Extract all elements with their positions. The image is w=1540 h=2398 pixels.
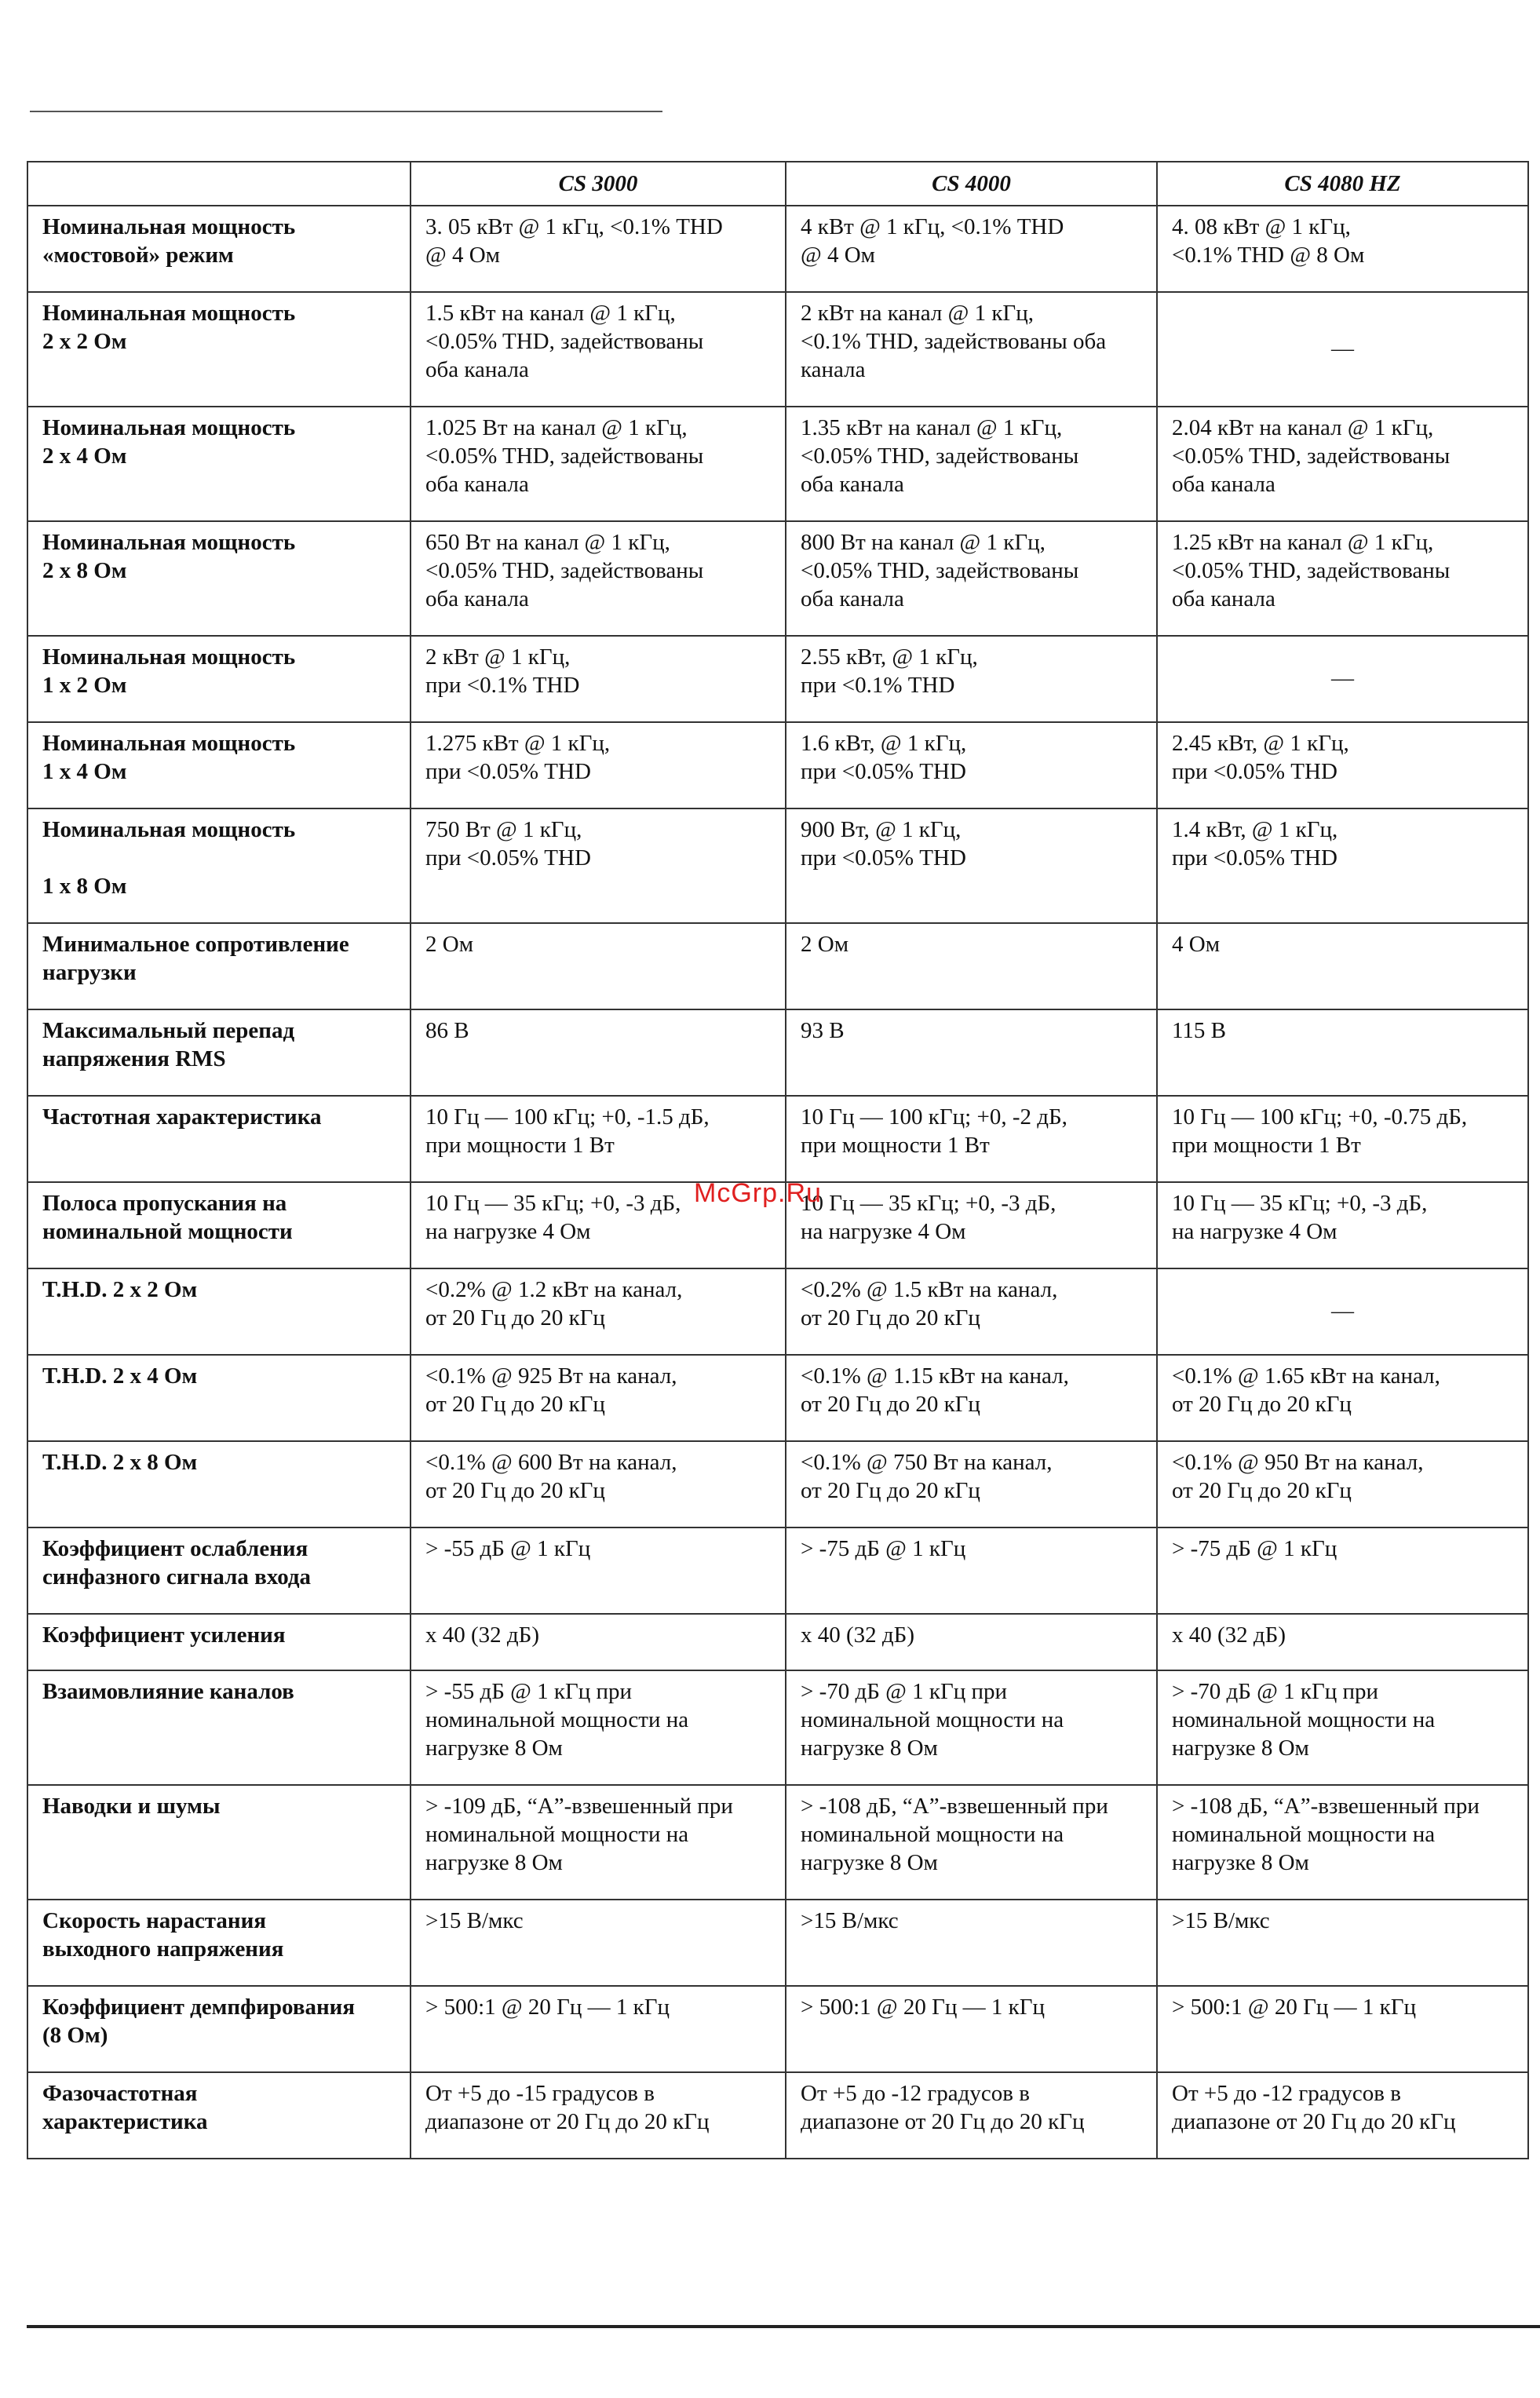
cs4080-cell [1157,1268,1528,1355]
cs4080-cell [1157,923,1528,1009]
cs4000-cell [786,1009,1157,1096]
cell-line: 1.5 кВт на канал @ 1 кГц, [425,301,676,326]
cs4000-cell [786,1268,1157,1355]
cs4080-cell [1157,1009,1528,1096]
cell-line: при мощности 1 Вт [425,1133,615,1158]
cell-line: от 20 Гц до 20 кГц [425,1478,605,1503]
cell-line: <0.1% @ 925 Вт на канал, [425,1363,677,1389]
param-cell [27,1355,411,1441]
cell-line: Номинальная мощность [42,301,296,326]
cell-line: Скорость нарастания [42,1908,267,1933]
cs4000-cell [786,1670,1157,1785]
cell-line: канала [801,357,866,382]
cs4080-cell [1157,1900,1528,1986]
cell-line: — [1331,336,1354,361]
cell-line: 10 Гц — 100 кГц; +0, -2 дБ, [801,1104,1067,1130]
cell-line: 115 В [1172,1018,1227,1043]
cell-line: на нагрузке 4 Ом [801,1219,966,1244]
cell-line: T.H.D. 2 x 8 Ом [42,1450,198,1475]
cell-line: 10 Гц — 100 кГц; +0, -0.75 дБ, [1172,1104,1468,1130]
cell-line: — [1331,1298,1354,1323]
cell-line: 1.025 Вт на канал @ 1 кГц, [425,415,688,440]
cs3000-cell [411,722,786,808]
cell-line: <0.2% @ 1.2 кВт на канал, [425,1277,683,1302]
cell-line: номинальной мощности на [1172,1822,1436,1847]
param-cell [27,1096,411,1182]
cell-line: 2 кВт @ 1 кГц, [425,644,571,670]
cell-line: > -55 дБ @ 1 кГц [425,1536,591,1561]
param-cell [27,808,411,923]
cell-line: <0.1% @ 750 Вт на канал, [801,1450,1053,1475]
cell-line: 2 x 8 Ом [42,558,127,583]
cs4080-cell [1157,407,1528,521]
cell-line: нагрузке 8 Ом [801,1736,938,1761]
param-cell [27,1670,411,1785]
cs3000-cell [411,1009,786,1096]
cs4000-cell [786,1096,1157,1182]
cs3000-cell [411,1986,786,2072]
cell-line: Полоса пропускания на [42,1191,287,1216]
cell-line: при <0.05% THD [801,845,966,871]
cell-line: 800 Вт на канал @ 1 кГц, [801,530,1046,555]
cell-line: Взаимовлияние каналов [42,1679,294,1704]
cell-line: x 40 (32 дБ) [425,1622,539,1648]
cell-line: 2.55 кВт, @ 1 кГц, [801,644,978,670]
cs4080-cell [1157,636,1528,722]
cell-line: Максимальный перепад [42,1018,295,1043]
param-cell [27,1785,411,1900]
cs3000-cell [411,1355,786,1441]
cs3000-cell [411,1785,786,1900]
cell-line: 1 x 8 Ом [42,874,127,899]
cell-line: 4 кВт @ 1 кГц, <0.1% THD [801,214,1064,239]
table-row [27,1268,1528,1355]
cell-line: 4 Ом [1172,932,1221,957]
cell-line: Номинальная мощность [42,214,296,239]
header-cs4080: CS 4080 HZ [1157,162,1528,206]
param-cell [27,407,411,521]
cs4080-cell [1157,1670,1528,1785]
cell-line: Номинальная мощность [42,731,296,756]
cs4000-cell [786,292,1157,407]
table-row [27,521,1528,636]
cs4000-cell [786,1900,1157,1986]
cell-line: напряжения RMS [42,1046,226,1071]
table-row [27,206,1528,292]
cell-line: От +5 до -15 градусов в [425,2081,655,2106]
cell-line: оба канала [801,586,904,611]
cell-line: Минимальное сопротивление [42,932,349,957]
cell-line: номинальной мощности на [801,1707,1064,1732]
cell-line: Номинальная мощность [42,530,296,555]
table-row [27,1355,1528,1441]
cell-line: > -70 дБ @ 1 кГц при [1172,1679,1379,1704]
cell-line: <0.1% THD, задействованы оба [801,329,1107,354]
cell-line: 2 кВт на канал @ 1 кГц, [801,301,1034,326]
cell-line: 10 Гц — 100 кГц; +0, -1.5 дБ, [425,1104,710,1130]
header-cs3000: CS 3000 [411,162,786,206]
cell-line: выходного напряжения [42,1936,284,1962]
cs3000-cell [411,1900,786,1986]
cell-line: оба канала [425,472,529,497]
cell-line: > 500:1 @ 20 Гц — 1 кГц [425,1995,670,2020]
cs3000-cell [411,1096,786,1182]
param-cell [27,1614,411,1670]
cs4080-cell [1157,1527,1528,1614]
table-row [27,1441,1528,1527]
cell-line: <0.1% @ 950 Вт на канал, [1172,1450,1424,1475]
cell-line: 1.275 кВт @ 1 кГц, [425,731,611,756]
watermark: McGrp.Ru [694,1178,822,1208]
cell-line: 10 Гц — 35 кГц; +0, -3 дБ, [801,1191,1056,1216]
cell-line: номинальной мощности на [425,1822,689,1847]
cs4000-cell [786,1355,1157,1441]
cell-line: Номинальная мощность [42,415,296,440]
cell-line: 93 В [801,1018,845,1043]
table-row [27,1096,1528,1182]
cs4080-cell [1157,808,1528,923]
cell-line: 1 x 4 Ом [42,759,127,784]
param-cell [27,1441,411,1527]
cell-line: при <0.05% THD [425,845,591,871]
table-row [27,1900,1528,1986]
cs3000-cell [411,923,786,1009]
cell-line: синфазного сигнала входа [42,1564,312,1590]
cell-line: 2.45 кВт, @ 1 кГц, [1172,731,1349,756]
cell-line: > -108 дБ, “А”-взвешенный при [801,1794,1108,1819]
cell-line: 10 Гц — 35 кГц; +0, -3 дБ, [425,1191,681,1216]
cell-line: 650 Вт на канал @ 1 кГц, [425,530,670,555]
cs4080-cell [1157,1355,1528,1441]
cs4000-cell [786,1527,1157,1614]
cell-line: при <0.05% THD [425,759,591,784]
cell-line: при <0.1% THD [425,673,580,698]
cell-line: <0.1% @ 1.65 кВт на канал, [1172,1363,1440,1389]
table-row [27,1009,1528,1096]
cell-line: нагрузке 8 Ом [801,1850,938,1875]
top-rule [30,111,662,112]
cell-line: оба канала [425,586,529,611]
table-row [27,1614,1528,1670]
table-row [27,636,1528,722]
cell-line: 10 Гц — 35 кГц; +0, -3 дБ, [1172,1191,1428,1216]
cs3000-cell [411,1441,786,1527]
cell-line: 3. 05 кВт @ 1 кГц, <0.1% THD [425,214,723,239]
cell-line: номинальной мощности на [801,1822,1064,1847]
cell-line: при мощности 1 Вт [801,1133,990,1158]
cs3000-cell [411,292,786,407]
cell-line: оба канала [425,357,529,382]
cell-line: <0.05% THD, задействованы [425,443,704,469]
cell-line: >15 В/мкс [1172,1908,1270,1933]
cell-line: 2 x 2 Ом [42,329,127,354]
cs4080-cell [1157,1441,1528,1527]
cs4000-cell [786,2072,1157,2159]
cell-line: x 40 (32 дБ) [801,1622,914,1648]
cs3000-cell [411,1614,786,1670]
cs3000-cell [411,407,786,521]
header-empty [27,162,411,206]
cell-line: @ 4 Ом [801,243,876,268]
cell-line: @ 4 Ом [425,243,501,268]
cell-line: от 20 Гц до 20 кГц [801,1305,980,1330]
header-cs4000: CS 4000 [786,162,1157,206]
cell-line: 900 Вт, @ 1 кГц, [801,817,962,842]
cs3000-cell [411,1670,786,1785]
cs3000-cell [411,808,786,923]
param-cell [27,1900,411,1986]
param-cell [27,923,411,1009]
cs4000-cell [786,1785,1157,1900]
table-row [27,1527,1528,1614]
cell-line: от 20 Гц до 20 кГц [425,1305,605,1330]
cell-line: > 500:1 @ 20 Гц — 1 кГц [1172,1995,1417,2020]
cs4000-cell [786,407,1157,521]
cell-line: диапазоне от 20 Гц до 20 кГц [425,2109,710,2134]
cell-line: от 20 Гц до 20 кГц [1172,1392,1352,1417]
cell-line: Частотная характеристика [42,1104,322,1130]
cell-line: при мощности 1 Вт [1172,1133,1361,1158]
cs4000-cell [786,206,1157,292]
cell-line [42,844,396,872]
param-cell [27,1182,411,1268]
cell-line: Фазочастотная [42,2081,198,2106]
cs4080-cell [1157,1096,1528,1182]
table-row [27,722,1528,808]
cell-line: От +5 до -12 градусов в [801,2081,1030,2106]
cell-line: «мостовой» режим [42,243,234,268]
cell-line: <0.05% THD, задействованы [1172,558,1451,583]
cs4000-cell [786,808,1157,923]
cell-line: — [1331,666,1354,691]
cell-line: 86 В [425,1018,469,1043]
table-row [27,1785,1528,1900]
cell-line: на нагрузке 4 Ом [425,1219,591,1244]
cell-line: нагрузке 8 Ом [425,1736,563,1761]
table-row [27,1670,1528,1785]
cell-line: > -75 дБ @ 1 кГц [1172,1536,1337,1561]
cs4080-cell [1157,722,1528,808]
cs3000-cell [411,1527,786,1614]
cell-line: От +5 до -12 градусов в [1172,2081,1401,2106]
cell-line: (8 Ом) [42,2023,108,2048]
cell-line: при <0.05% THD [801,759,966,784]
cell-line: <0.05% THD, задействованы [425,558,704,583]
cs4080-cell [1157,2072,1528,2159]
cs4080-cell [1157,1986,1528,2072]
cs3000-cell [411,206,786,292]
cell-line: <0.05% THD, задействованы [801,443,1079,469]
cell-line: при <0.05% THD [1172,845,1337,871]
header-row [27,162,1528,206]
cell-line: > -70 дБ @ 1 кГц при [801,1679,1008,1704]
param-cell [27,206,411,292]
cell-line: от 20 Гц до 20 кГц [801,1478,980,1503]
cell-line: при <0.05% THD [1172,759,1337,784]
cell-line: от 20 Гц до 20 кГц [425,1392,605,1417]
cell-line: 4. 08 кВт @ 1 кГц, [1172,214,1351,239]
cs3000-cell [411,1268,786,1355]
cell-line: 750 Вт @ 1 кГц, [425,817,582,842]
cs4000-cell [786,722,1157,808]
cell-line: нагрузке 8 Ом [1172,1736,1309,1761]
cell-line: <0.05% THD, задействованы [801,558,1079,583]
cell-line: Наводки и шумы [42,1794,221,1819]
cell-line: номинальной мощности [42,1219,293,1244]
cell-line: x 40 (32 дБ) [1172,1622,1286,1648]
cell-line: от 20 Гц до 20 кГц [1172,1478,1352,1503]
cs4000-cell [786,521,1157,636]
cell-line: <0.1% @ 1.15 кВт на канал, [801,1363,1069,1389]
cs4000-cell [786,923,1157,1009]
cell-line: <0.1% THD @ 8 Ом [1172,243,1365,268]
cell-line: оба канала [801,472,904,497]
cell-line: диапазоне от 20 Гц до 20 кГц [801,2109,1085,2134]
cell-line: Коэффициент ослабления [42,1536,308,1561]
cs4080-cell [1157,206,1528,292]
cell-line: <0.1% @ 600 Вт на канал, [425,1450,677,1475]
table-row [27,923,1528,1009]
spec-table [27,161,1529,2159]
param-cell [27,1527,411,1614]
cell-line: нагрузки [42,960,137,985]
cell-line: от 20 Гц до 20 кГц [801,1392,980,1417]
cell-line: T.H.D. 2 x 4 Ом [42,1363,198,1389]
cell-line: номинальной мощности на [1172,1707,1436,1732]
cell-line: > 500:1 @ 20 Гц — 1 кГц [801,1995,1046,2020]
cell-line: при <0.1% THD [801,673,955,698]
cell-line: > -75 дБ @ 1 кГц [801,1536,966,1561]
cell-line: Коэффициент демпфирования [42,1995,356,2020]
cs4000-cell [786,636,1157,722]
cell-line: характеристика [42,2109,208,2134]
cell-line: 2 Ом [801,932,849,957]
cell-line: оба канала [1172,586,1275,611]
cell-line: <0.05% THD, задействованы [425,329,704,354]
cs4080-cell [1157,1614,1528,1670]
cs4000-cell [786,1986,1157,2072]
param-cell [27,1009,411,1096]
cell-line: 1.4 кВт, @ 1 кГц, [1172,817,1338,842]
cell-line: Коэффициент усиления [42,1622,286,1648]
cell-line: 1 x 2 Ом [42,673,127,698]
table-row [27,292,1528,407]
table-row [27,2072,1528,2159]
cs4080-cell [1157,1182,1528,1268]
cell-line: > -55 дБ @ 1 кГц при [425,1679,633,1704]
cell-line: >15 В/мкс [801,1908,899,1933]
param-cell [27,1986,411,2072]
cs4000-cell [786,1614,1157,1670]
param-cell [27,1268,411,1355]
param-cell [27,636,411,722]
cell-line: 1.35 кВт на канал @ 1 кГц, [801,415,1063,440]
cell-line: 1.6 кВт, @ 1 кГц, [801,731,967,756]
cell-line: <0.2% @ 1.5 кВт на канал, [801,1277,1058,1302]
cell-line: 2.04 кВт на канал @ 1 кГц, [1172,415,1434,440]
cs4080-cell [1157,292,1528,407]
cs3000-cell [411,521,786,636]
cell-line: нагрузке 8 Ом [1172,1850,1309,1875]
cell-line: нагрузке 8 Ом [425,1850,563,1875]
cell-line: >15 В/мкс [425,1908,524,1933]
cell-line: оба канала [1172,472,1275,497]
cell-line: > -108 дБ, “А”-взвешенный при [1172,1794,1480,1819]
cell-line: 2 x 4 Ом [42,443,127,469]
cell-line: на нагрузке 4 Ом [1172,1219,1337,1244]
param-cell [27,521,411,636]
cell-line: 2 Ом [425,932,474,957]
cs4080-cell [1157,521,1528,636]
cs3000-cell [411,2072,786,2159]
cell-line: 1.25 кВт на канал @ 1 кГц, [1172,530,1434,555]
cell-line: диапазоне от 20 Гц до 20 кГц [1172,2109,1456,2134]
table-row [27,808,1528,923]
cs4080-cell [1157,1785,1528,1900]
bottom-rule [27,2325,1540,2328]
cs4000-cell [786,1441,1157,1527]
table-row [27,407,1528,521]
cell-line: Номинальная мощность [42,644,296,670]
param-cell [27,292,411,407]
cell-line: <0.05% THD, задействованы [1172,443,1451,469]
param-cell [27,2072,411,2159]
table-row [27,1986,1528,2072]
cell-line: Номинальная мощность [42,817,296,842]
param-cell [27,722,411,808]
cs3000-cell [411,636,786,722]
cell-line: T.H.D. 2 x 2 Ом [42,1277,198,1302]
cell-line: > -109 дБ, “А”-взвешенный при [425,1794,733,1819]
cell-line: номинальной мощности на [425,1707,689,1732]
cs4000-cell [786,1182,1157,1268]
